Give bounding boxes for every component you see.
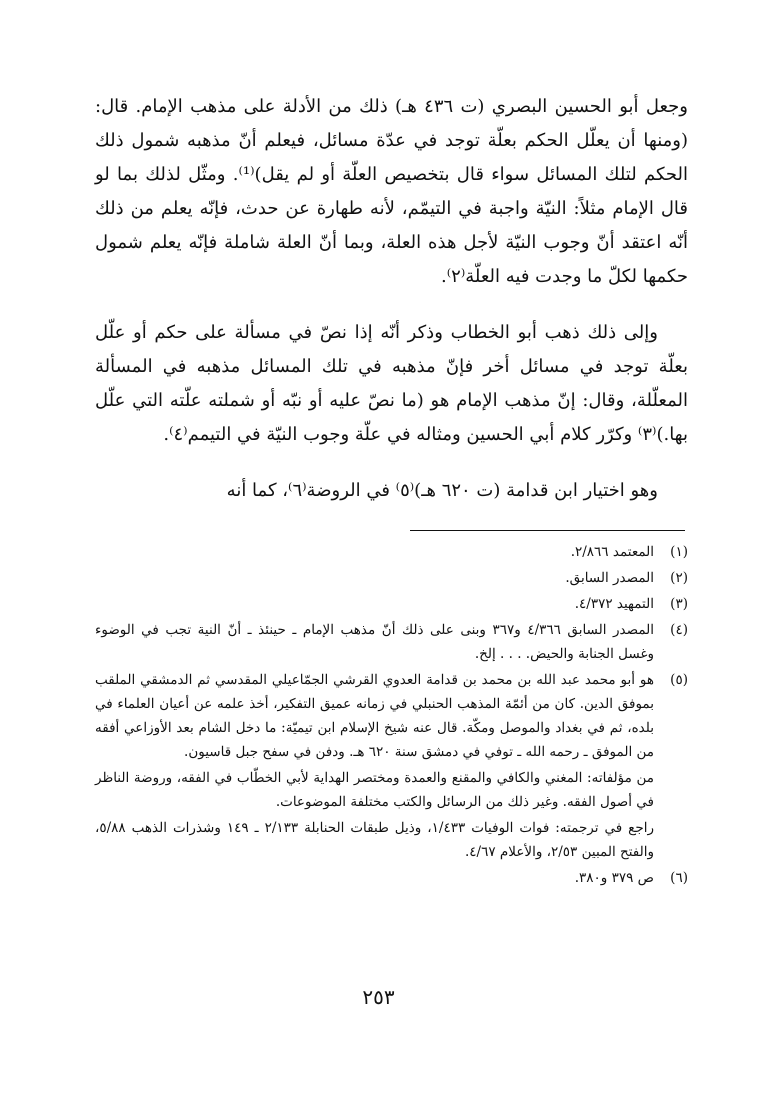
footnote-separator (410, 530, 685, 531)
footnote-continuation (95, 816, 688, 864)
footnote-text: راجع في ترجمته: فوات الوفيات ١/٤٣٣، وذيل طبقات الحنابلة ٢/١٣٣ ـ ١٤٩ وشذرات الذهب ٥/٨٨، والفتح المبين ٢/٥٣، والأعلام ٤/٦٧. (95, 820, 654, 860)
footnote-text: المعتمد ٢/٨٦٦. (570, 544, 654, 560)
footnote-text: المصدر السابق. (565, 570, 654, 586)
footnote (95, 618, 688, 666)
footnote-number: (٣) (670, 596, 688, 612)
footnote-continuation (95, 766, 688, 814)
footnote-number: (٦) (670, 870, 688, 886)
footnote-text: التمهيد ٤/٣٧٢. (574, 596, 654, 612)
footnote (95, 592, 688, 616)
footnote-number: (١) (670, 544, 688, 560)
main-text (95, 90, 688, 530)
paragraph: وإلى ذلك ذهب أبو الخطاب وذكر أنّه إذا نصّ في مسألة على حكم أو علّل بعلّة توجد في مسائل أخر فإنّ مذهبه في تلك المسائل مذهبه في المسألة المعلّلة، وقال: إنّ مذهب الإمام هو (ما نصّ عليه أو نبّه أو شملته علّته التي علّل بها.)⁽٣⁾ وكرّر كلام أبي الحسين ومثاله في علّة وجوب النيّة في التيمم⁽٤⁾. (95, 322, 688, 445)
paragraph: وهو اختيار ابن قدامة (ت ٦٢٠ هـ)⁽٥⁾ في الروضة⁽٦⁾، كما أنه (226, 480, 658, 501)
footnote-number: (٥) (670, 672, 688, 688)
footnote-text: هو أبو محمد عبد الله بن محمد بن قدامة العدوي القرشي الجمّاعيلي المقدسي ثم الدمشقي الملقب بموفق الدين. كان من أئمّة المذهب الحنبلي في زمانه عميق التفكير، أخذ علمه عن أعيان العلماء في بلده، ثم في بغداد والموصل ومكّة. قال عنه شيخ الإسلام ابن تيميّة: ما دخل الشام بعد الأوزاعي أفقه من الموفق ـ رحمه الله ـ توفي في دمشق سنة ٦٢٠ هـ. ودفن في سفح جبل قاسيون. (95, 672, 654, 760)
footnote-text: من مؤلفاته: المغني والكافي والمقنع والعمدة ومختصر الهداية لأبي الخطّاب في الفقه، وروضة الناظر في أصول الفقه. وغير ذلك من الرسائل والكتب مختلفة الموضوعات. (95, 770, 654, 810)
page-number: ٢٥٣ (362, 985, 395, 1009)
footnote-number: (٢) (670, 570, 688, 586)
footnote-number: (٤) (670, 622, 688, 638)
footnote-text: ص ٣٧٩ و٣٨٠. (574, 870, 654, 886)
footnote-text: المصدر السابق ٤/٣٦٦ و٣٦٧ وبنى على ذلك أنّ مذهب الإمام ـ حينئذ ـ أنّ النية تجب في الوضوء وغسل الجنابة والحيض. . . . إلخ. (95, 622, 654, 662)
footnotes (95, 540, 688, 892)
footnote (95, 866, 688, 890)
footnote-number (654, 816, 688, 864)
footnote (95, 668, 688, 764)
footnote (95, 540, 688, 564)
footnote-number (654, 766, 688, 814)
paragraph: وجعل أبو الحسين البصري (ت ٤٣٦ هـ) ذلك من الأدلة على مذهب الإمام. قال: (ومنها أن يعلّل الحكم بعلّة توجد في عدّة مسائل، فيعلم أنّ مذهبه شمول ذلك الحكم لتلك المسائل سواء قال بتخصيص العلّة أو لم يقل)⁽¹⁾. ومثّل لذلك بما لو قال الإمام مثلاً: النيّة واجبة في التيمّم، لأنه طهارة عن حدث، فإنّه يعلم من ذلك أنّه اعتقد أنّ وجوب النيّة لأجل هذه العلة، وبما أنّ العلة شاملة فإنّه يعلم شمول حكمها لكلّ ما وجدت فيه العلّة⁽٢⁾. (95, 96, 689, 287)
footnote (95, 566, 688, 590)
